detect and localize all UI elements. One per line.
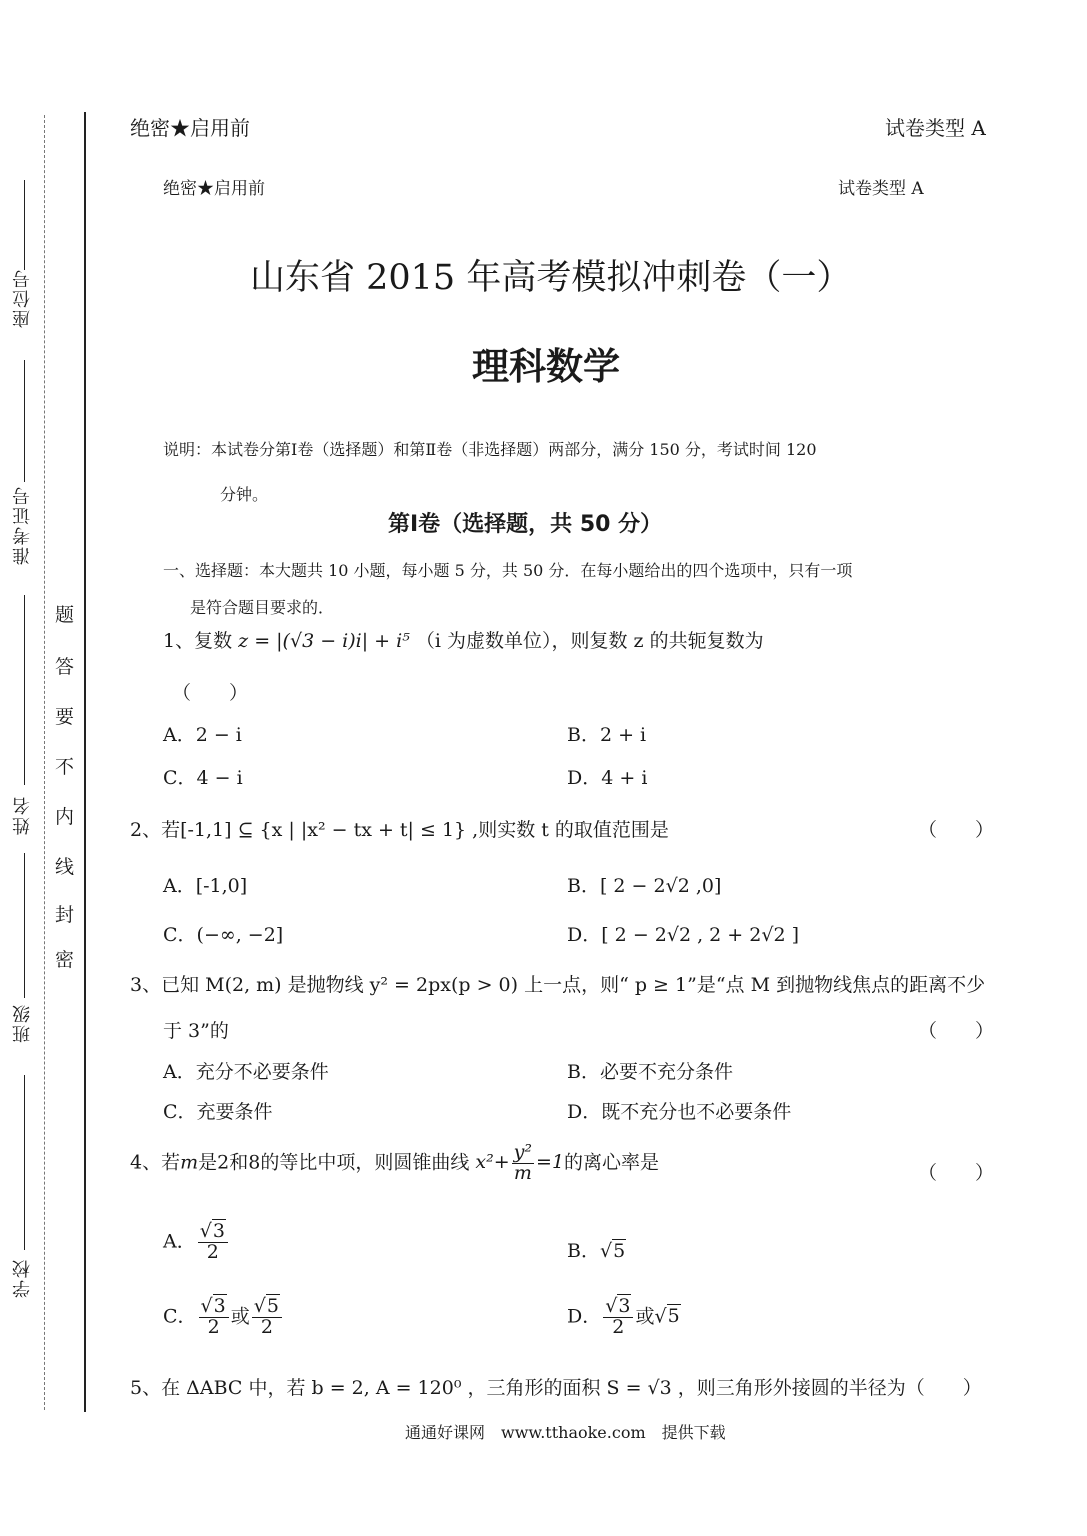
class-label: 班级 — [12, 1003, 33, 1043]
seal-char: 答 — [55, 656, 75, 678]
q1-number: 1、复数 — [163, 630, 233, 652]
header-confidential: 绝密★启用前 — [130, 116, 250, 140]
seal-char: 内 — [55, 806, 75, 828]
subject-title: 理科数学 — [472, 345, 620, 388]
class-blank — [24, 853, 25, 998]
q1-stem — [163, 626, 764, 653]
q1-answer-paren: （ ） — [172, 682, 249, 704]
name-label: 姓名 — [12, 795, 33, 835]
q4-number: 8 — [248, 1151, 261, 1174]
q1-option-a: A．2 − i — [163, 724, 242, 746]
q4-option-label: A． — [163, 1230, 196, 1253]
margin-dashed-line — [44, 115, 45, 1410]
q1-tail: （i 为虚数单位），则复数 z 的共轭复数为 — [415, 630, 764, 652]
instructions-line2: 分钟。 — [220, 485, 269, 504]
q4-option-label: B． — [567, 1240, 600, 1262]
seal-char: 密 — [55, 949, 75, 971]
q4-option-c: C． $\frac{√3}{2}$ 或 $\frac{√5}{2}$ — [163, 1297, 284, 1338]
margin-solid-line — [84, 112, 86, 1412]
instructions-line1: 说明：本试卷分第Ⅰ卷（选择题）和第Ⅱ卷（非选择题）两部分，满分 150 分，考试时间 120 — [163, 440, 817, 459]
page-footer: 通通好课网 www.tthaoke.com 提供下载 — [405, 1423, 726, 1442]
q4-stem-part: 4、若 — [130, 1151, 181, 1174]
q2-option-b: B．[ 2 − 2√2 ,0] — [567, 875, 722, 897]
q1-option-d: D．4 + i — [567, 767, 648, 789]
q4-number: 2 — [217, 1151, 230, 1174]
q2-option-c: C．(−∞, −2] — [163, 924, 284, 946]
q2-option-d: D．[ 2 − 2√2 , 2 + 2√2 ] — [567, 924, 799, 946]
q3-option-b: B．必要不充分条件 — [567, 1061, 733, 1083]
q3-stem: 3、已知 M(2, m) 是抛物线 y² = 2px(p > 0) 上一点，则“ p ≥ 1”是“点 M 到抛物线焦点的距离不少 — [130, 974, 986, 996]
q4-option-label: D． — [567, 1305, 602, 1328]
q4-stem — [130, 1143, 659, 1184]
q1-option-b: B．2 + i — [567, 724, 647, 746]
q3-answer-paren: （ ） — [918, 1020, 995, 1042]
q4-or: 或 — [635, 1305, 655, 1328]
exam-no-blank — [24, 360, 25, 482]
seal-char: 线 — [55, 856, 75, 878]
q3-stem-continued: 于 3”的 — [163, 1020, 229, 1042]
school-label: 学校 — [12, 1258, 33, 1298]
q4-stem-part: 和 — [229, 1151, 249, 1174]
seat-label: 座位号 — [12, 268, 33, 328]
q4-conic-equation: x²+ $\frac{\text{y²}}{m}$ =1 — [475, 1141, 565, 1184]
q2-stem: 2、若[-1,1] ⊆ {x | |x² − tx + t| ≤ 1} ,则实数 t 的取值范围是 — [130, 819, 669, 841]
seal-char: 封 — [55, 904, 75, 926]
q4-stem-part: 的等比中项，则圆锥曲线 — [260, 1151, 470, 1174]
name-blank — [24, 595, 25, 785]
q2-answer-paren: （ ） — [918, 819, 995, 841]
q4-stem-part: 的离心率是 — [564, 1151, 660, 1174]
seat-blank — [24, 180, 25, 270]
q3-option-d: D．既不充分也不必要条件 — [567, 1101, 792, 1123]
q3-option-a: A．充分不必要条件 — [163, 1061, 329, 1083]
page-title: 山东省 2015 年高考模拟冲刺卷（一） — [250, 258, 852, 298]
q4-option-a: A． $\frac{√3}{2}$ — [163, 1222, 230, 1263]
q4-option-label: C． — [163, 1305, 197, 1328]
q2-option-a: A．[-1,0] — [163, 875, 248, 897]
seal-char: 题 — [55, 604, 75, 626]
q4-answer-paren: （ ） — [918, 1162, 995, 1184]
header-paper-type-2: 试卷类型 A — [838, 179, 924, 199]
q4-stem-part: 是 — [198, 1151, 218, 1174]
q1-expression: z = |(√3 − i)i| + i⁵ — [238, 630, 410, 652]
q3-option-c: C．充要条件 — [163, 1101, 273, 1123]
section-intro-1: 一、选择题：本大题共 10 小题，每小题 5 分，共 50 分．在每小题给出的四个选项中，只有一项 — [163, 561, 853, 580]
q4-option-b: B．√5 — [567, 1240, 626, 1262]
seal-char: 不 — [55, 756, 75, 778]
q5-stem: 5、在 ΔABC 中，若 b = 2, A = 120⁰ ，三角形的面积 S = √3 ，则三角形外接圆的半径为（ ） — [130, 1377, 982, 1399]
section-title: 第Ⅰ卷（选择题，共 50 分） — [388, 512, 663, 537]
header-paper-type: 试卷类型 A — [885, 116, 986, 140]
q4-option-d: D． $\frac{√3}{2}$ 或√5 — [567, 1295, 680, 1338]
header-confidential-2: 绝密★启用前 — [163, 179, 265, 199]
section-intro-2: 是符合题目要求的． — [190, 598, 335, 617]
q4-var-m: m — [180, 1151, 199, 1174]
q4-or: 或 — [230, 1305, 250, 1328]
seal-char: 要 — [55, 706, 75, 728]
school-blank — [24, 1075, 25, 1250]
q1-option-c: C．4 − i — [163, 767, 243, 789]
exam-no-label: 准考证号 — [12, 485, 33, 565]
